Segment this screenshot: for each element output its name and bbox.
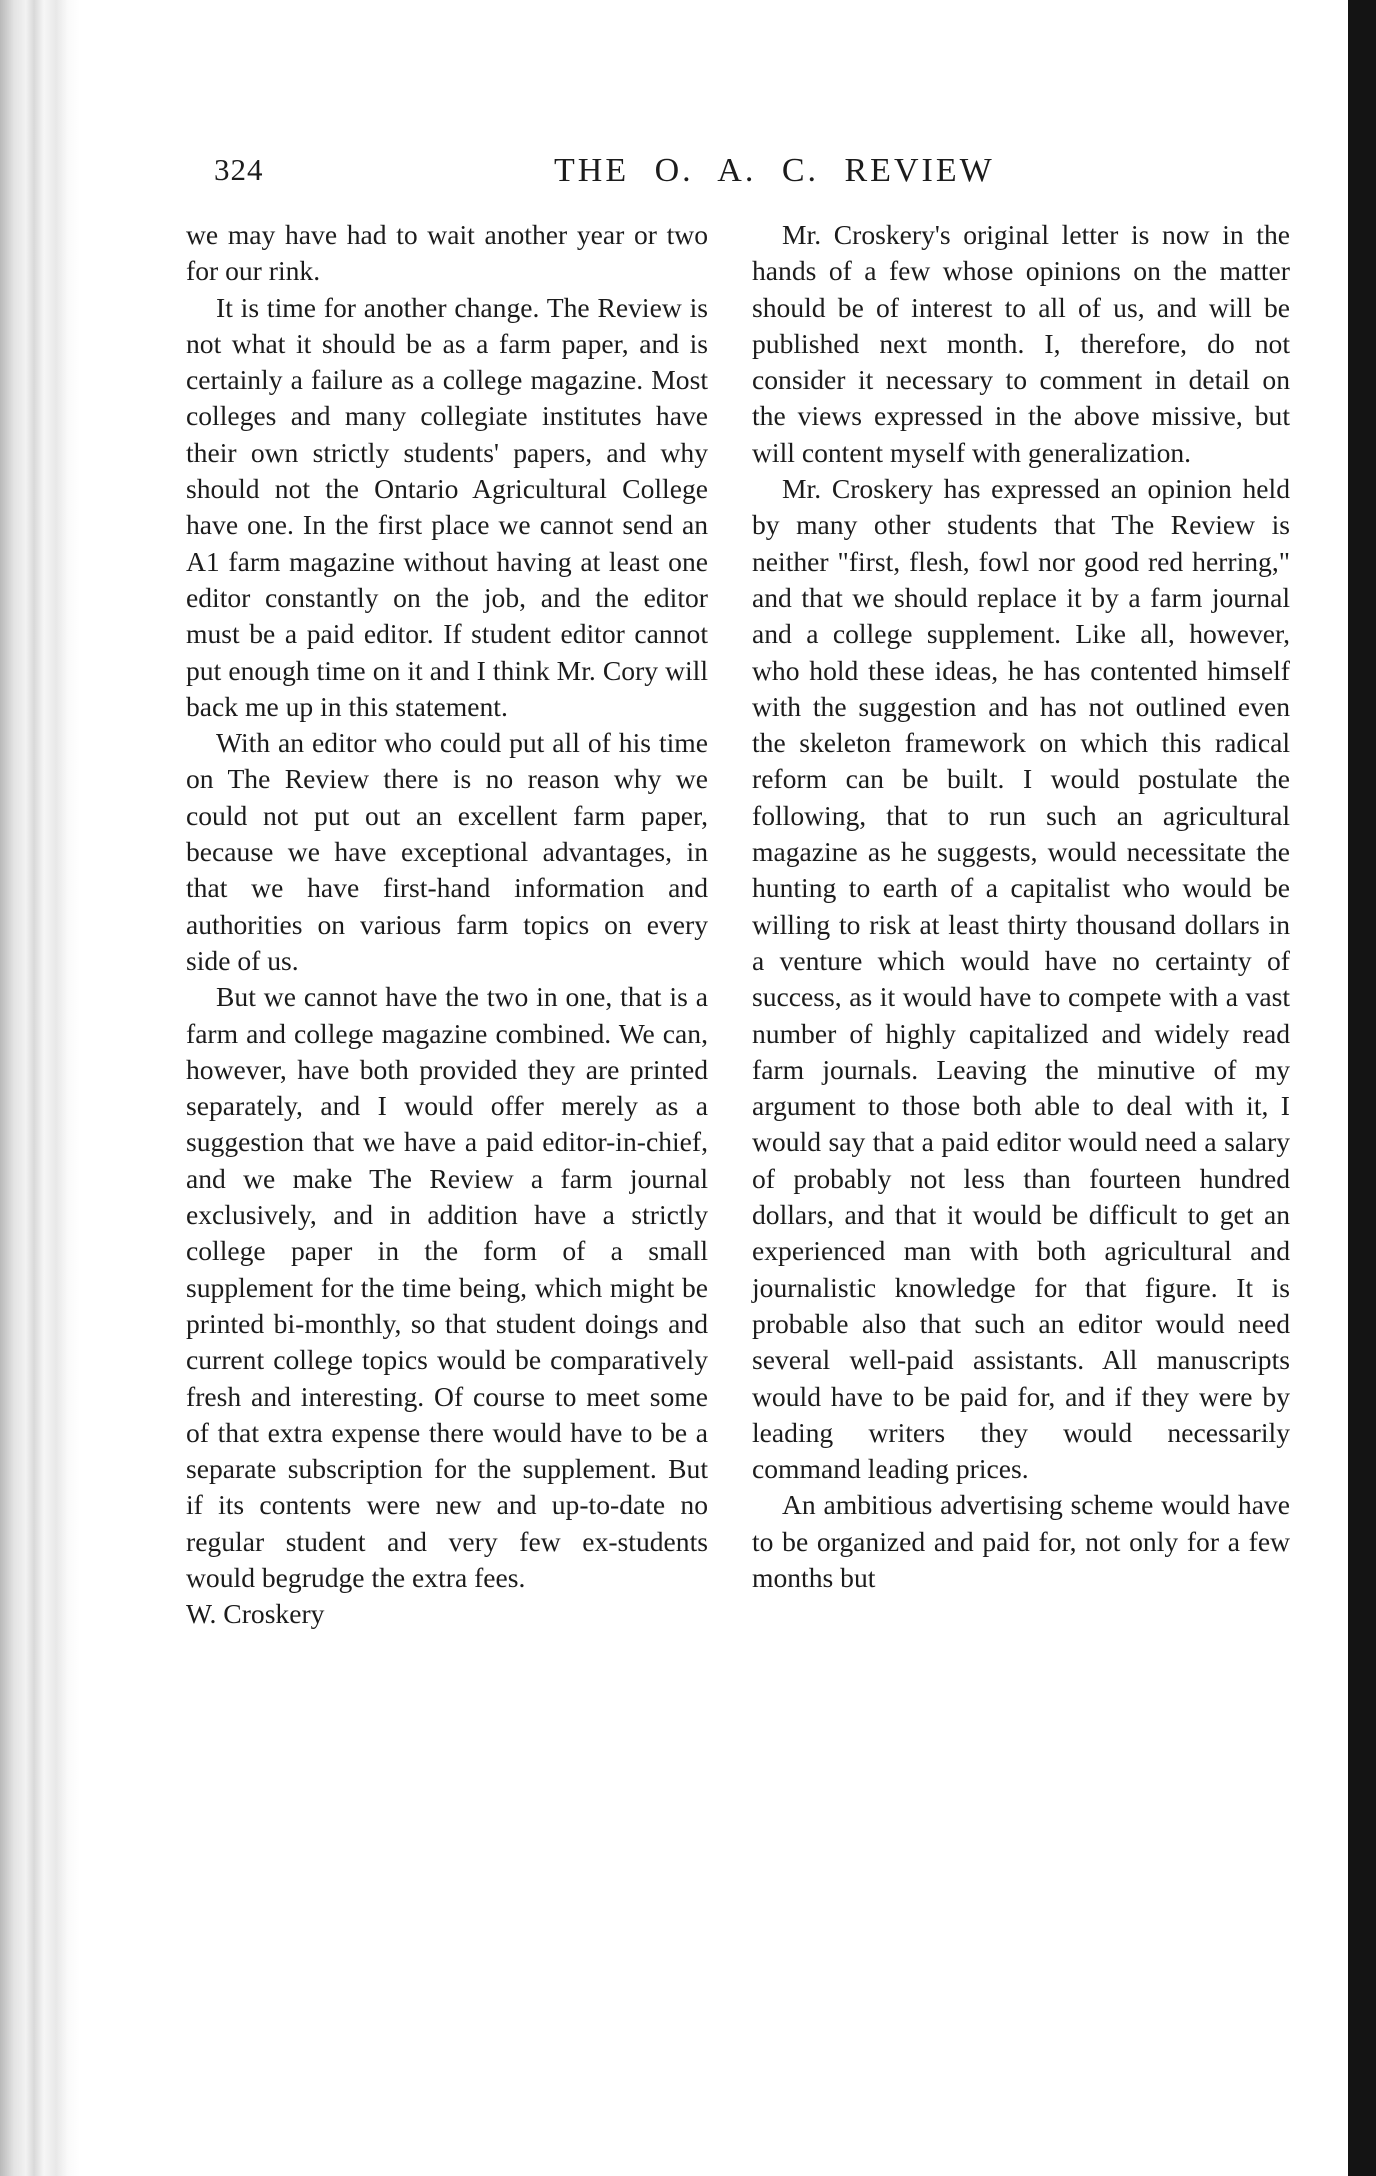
- paragraph: But we cannot have the two in one, that is a farm and college magazine combined. We can, however, have both provided they are printed separately, and I would offer merely as a suggestion that we have a paid editor-in-chief, and we make The Review a farm journal exclusively, and in addition have a strictly college paper in the form of a small supplement for the time being, which might be printed bi-monthly, so that student doings and current college topics would be comparatively fresh and interesting. Of course to meet some of that extra expense there would have to be a separate subscription for the supplement. But if its contents were new and up-to-date no regular student and very few ex-students would begrudge the extra fees.: [186, 981, 708, 1593]
- left-column: [186, 217, 708, 1633]
- journal-title: THE O. A. C. REVIEW: [554, 152, 995, 189]
- right-column: [752, 217, 1290, 1596]
- book-binding-shadow: [0, 0, 80, 2176]
- paragraph-continued: we may have had to wait another year or two for our rink.: [186, 219, 708, 287]
- paragraph: Mr. Croskery's original letter is now in the hands of a few whose opinions on the matter should be of interest to all of us, and will be published next month. I, therefore, do not consider it necessary to comment in detail on the views expressed in the above missive, but will content myself with generalization.: [752, 219, 1290, 468]
- author-signature: W. Croskery: [186, 1598, 325, 1630]
- scan-edge-border: [1348, 0, 1376, 2176]
- paragraph: With an editor who could put all of his time on The Review there is no reason why we could not put out an excellent farm paper, because we have exceptional advantages, in that we have first-hand information and authorities on various farm topics on every side of us.: [186, 727, 708, 976]
- paragraph: It is time for another change. The Review is not what it should be as a farm paper, and is certainly a failure as a college magazine. Most colleges and many collegiate institutes have their own strictly students' papers, and why should not the Ontario Agricultural College have one. In the first place we cannot send an A1 farm magazine without having at least one editor constantly on the job, and the editor must be a paid editor. If student editor cannot put enough time on it and I think Mr. Cory will back me up in this statement.: [186, 291, 708, 722]
- paragraph: An ambitious advertising scheme would have to be organized and paid for, not only for a few months but: [752, 1489, 1290, 1593]
- paragraph: Mr. Croskery has expressed an opinion held by many other students that The Review is neither "first, flesh, fowl nor good red herring," and that we should replace it by a farm journal and a college supplement. Like all, however, who hold these ideas, he has contented himself with the suggestion and has not outlined even the skeleton framework on which this radical reform can be built. I would postulate the following, that to run such an agricultural magazine as he suggests, would necessitate the hunting to earth of a capitalist who would be willing to risk at least thirty thousand dollars in a venture which would have no certainty of success, as it would have to compete with a vast number of highly capitalized and widely read farm journals. Leaving the minutive of my argument to those both able to deal with it, I would say that a paid editor would need a salary of probably not less than fourteen hundred dollars, and that it would be difficult to get an experienced man with both agricultural and journalistic knowledge for that figure. It is probable also that such an editor would need several well-paid assistants. All manuscripts would have to be paid for, and if they were by leading writers they would necessarily command leading prices.: [752, 473, 1290, 1485]
- page-number: 324: [214, 152, 264, 187]
- running-head: [214, 152, 1244, 202]
